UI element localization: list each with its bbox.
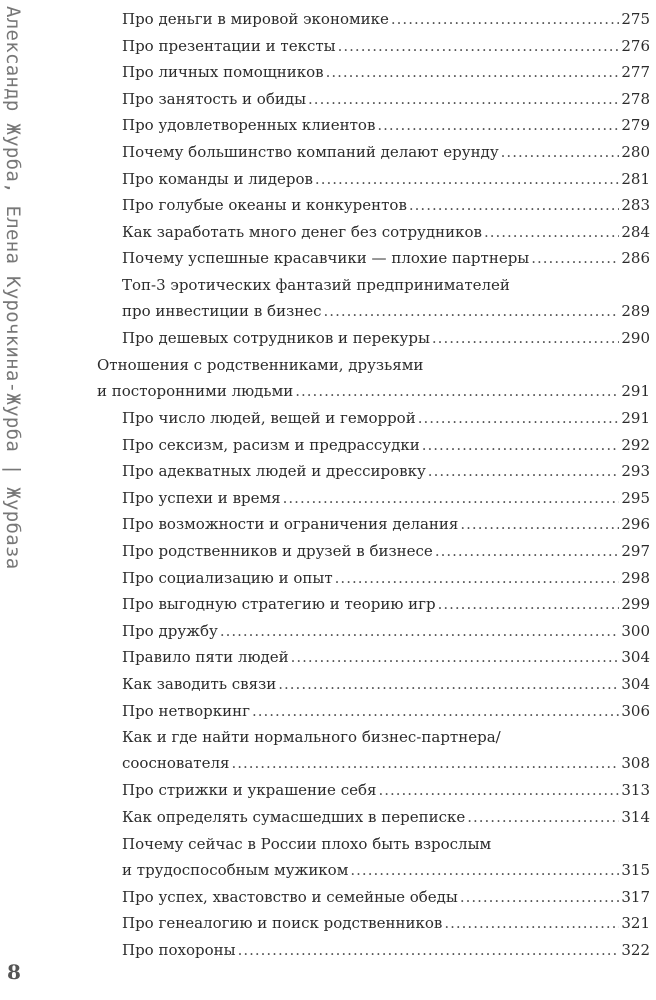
toc-entry [122,831,650,883]
toc-entry [122,538,650,564]
toc-entry-title: Про адекватных людей и дрессировку [122,462,426,481]
dot-leader [335,565,620,591]
toc-entry-page: 297 [621,542,650,560]
toc-entry-title: Как заводить связи [122,675,277,693]
toc-entry-page: 304 [621,675,650,693]
toc-entry-title: Про социализацию и опыт [122,568,333,587]
toc-entry-page: 290 [621,329,650,348]
toc-entry [122,485,650,511]
toc-entry [122,325,650,351]
toc-entry [122,644,650,670]
toc-entry-title: Про презентации и тексты [122,36,336,55]
dot-leader [391,6,619,32]
toc-entry [122,777,650,803]
toc-entry-page: 299 [621,595,650,614]
toc-entry-title: Про число людей, вещей и геморрой [122,409,416,427]
toc-entry-title: Как определять сумасшедших в переписке [122,808,466,826]
toc-entry [122,245,650,271]
toc-entry-page: 279 [621,116,650,135]
toc-entry [122,591,650,617]
dot-leader [435,538,620,564]
toc-entry-page: 277 [621,63,650,82]
dot-leader [252,698,619,724]
dot-leader [438,591,620,617]
dot-leader [418,405,620,431]
toc-entry-title: Как заработать много денег без сотрудников [122,222,482,241]
toc-entry-title: Про успехи и время [122,488,281,507]
toc-entry [122,405,650,431]
toc-entry-page: 281 [621,169,650,188]
dot-leader [295,378,619,404]
dot-leader [428,458,620,484]
dot-leader [432,325,619,351]
toc-entry [122,86,650,112]
toc-entry-page: 278 [621,89,650,108]
dot-leader [501,139,620,165]
dot-leader [324,298,620,324]
toc-entry [122,884,650,910]
toc-entry [122,192,650,218]
toc-entry [122,139,650,165]
dot-leader [409,192,619,218]
toc-entry-title: Про выгодную стратегию и теорию игр [122,595,436,614]
toc-entry-page: 317 [621,887,650,906]
toc-entry-page: 292 [621,435,650,454]
toc-entry [122,511,650,537]
toc-entry [122,671,650,697]
toc-entry [122,804,650,830]
toc-entry-title: Про команды и лидеров [122,169,313,188]
toc-entry [122,910,650,936]
dot-leader [231,750,619,776]
dot-leader [308,86,619,112]
toc-entry-page: 291 [621,409,650,427]
toc-entry [122,724,650,776]
toc-entry-title-first-line: Отношения с родственниками, друзьями [97,355,424,374]
running-head-author: Александр Журба, Елена Курочкина-Журба | Журбаза [2,6,24,570]
dot-leader [484,219,619,245]
dot-leader [220,618,620,644]
toc-entry-page: 314 [621,808,650,826]
toc-entry-page: 315 [621,860,650,879]
dot-leader [460,884,620,910]
toc-entry [122,166,650,192]
toc-entry-page: 300 [621,621,650,640]
toc-section-entry [97,352,650,404]
toc-entry-title: Про удовлетворенных клиентов [122,116,376,135]
dot-leader [531,245,619,271]
toc-entry-page: 280 [621,143,650,161]
dot-leader [350,857,619,883]
toc-entry-page: 293 [621,462,650,481]
toc-entry-page: 322 [621,941,650,959]
toc-entry [122,458,650,484]
dot-leader [238,937,620,963]
toc-entry-page: 291 [621,381,650,400]
toc-entry-title: Про личных помощников [122,63,324,82]
dot-leader [460,511,619,537]
toc-entry-title-first-line: Почему сейчас в России плохо быть взрослым [122,834,492,853]
toc-entry [122,112,650,138]
toc-entry-title: Почему успешные красавчики — плохие партнеры [122,249,530,268]
toc-entry-title: Про родственников и друзей в бизнесе [122,542,433,560]
toc-entry [122,33,650,59]
toc-entry-title-first-line: Как и где найти нормального бизнес-партнера/ [122,728,501,747]
toc-entry-title: Про нетворкинг [122,701,250,720]
toc-entry-page: 304 [621,648,650,667]
toc-entry-page: 289 [621,302,650,320]
toc-entry-page: 306 [621,701,650,720]
toc-entry-title: Про возможности и ограничения делания [122,515,459,534]
toc-entry [122,618,650,644]
toc-entry-title: Почему большинство компаний делают ерунду [122,143,499,161]
toc-entry-page: 286 [621,249,650,268]
toc-entry-title: Про голубые океаны и конкурентов [122,196,407,215]
toc-entry-page: 313 [621,781,650,800]
toc-entry-title: Про дружбу [122,621,218,640]
toc-entry [122,565,650,591]
toc-entry-page: 276 [621,36,650,55]
dot-leader [278,671,619,697]
dot-leader [377,112,619,138]
toc-entry-title: Про генеалогию и поиск родственников [122,914,443,933]
dot-leader [467,804,619,830]
toc-entry-page: 275 [621,10,650,28]
toc-entry [122,272,650,324]
toc-entry [122,59,650,85]
toc-entry-title: Правило пяти людей [122,648,289,667]
toc-entry-title: и посторонними людьми [97,381,294,400]
toc-entry-page: 298 [621,568,650,587]
toc-entry-title: Про сексизм, расизм и предрассудки [122,435,420,454]
toc-entry-page: 321 [621,914,650,933]
toc-entry-page: 284 [621,222,650,241]
dot-leader [291,644,620,670]
dot-leader [338,33,620,59]
toc-entry-page: 308 [621,754,650,773]
dot-leader [378,777,619,803]
toc-entry-title: и трудоспособным мужиком [122,860,349,879]
toc-entry-title: Про дешевых сотрудников и перекуры [122,329,430,348]
dot-leader [326,59,620,85]
toc-entry-title: Про деньги в мировой экономике [122,10,389,28]
toc-entry-page: 283 [621,196,650,215]
toc-entry-title: сооснователя [122,754,230,773]
toc-entry-title: Про стрижки и украшение себя [122,781,377,800]
toc-entry-title-first-line: Топ-3 эротических фантазий предпринимателей [122,276,510,294]
toc-entry [122,698,650,724]
toc-entry [122,6,650,32]
toc-entry [122,219,650,245]
dot-leader [444,910,619,936]
toc-entry [122,432,650,458]
toc-entry-title: Про похороны [122,941,236,959]
page-number: 8 [7,960,21,984]
toc-entry-title: про инвестиции в бизнес [122,302,322,320]
toc-entry-title: Про успех, хвастовство и семейные обеды [122,887,458,906]
toc-entry-page: 296 [621,515,650,534]
dot-leader [422,432,620,458]
toc-entry [122,937,650,963]
toc-entry-title: Про занятость и обиды [122,89,307,108]
dot-leader [283,485,620,511]
toc-entry-page: 295 [621,488,650,507]
dot-leader [315,166,619,192]
